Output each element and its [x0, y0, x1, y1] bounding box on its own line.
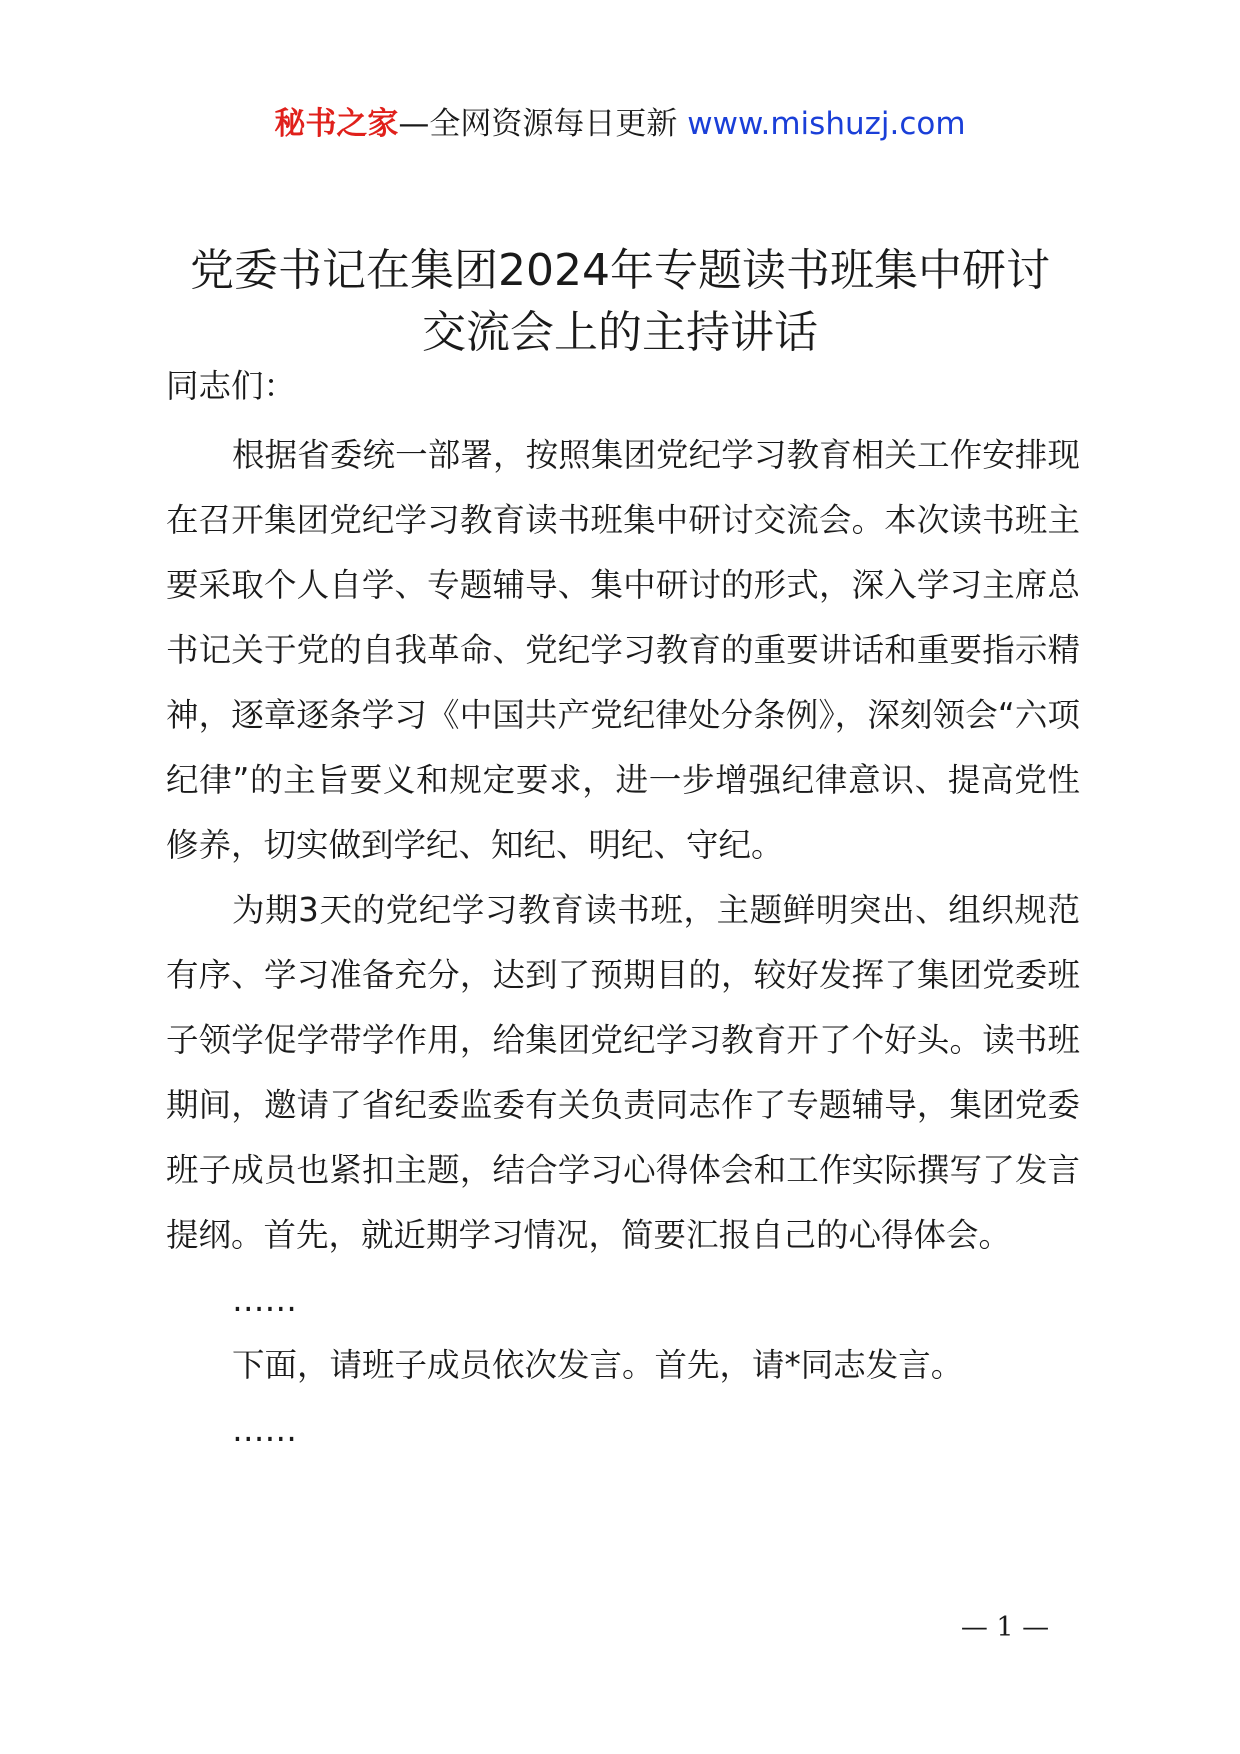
ellipsis-1: ……	[232, 1281, 297, 1319]
title-line-2: 交流会上的主持讲话	[422, 307, 818, 358]
document-title	[150, 240, 1090, 364]
site-banner	[0, 104, 1240, 144]
brand-name: 秘书之家	[274, 106, 399, 142]
paragraph-2: 为期3天的党纪学习教育读书班，主题鲜明突出、组织规范有序、学习准备充分，达到了预期目的，较好发挥了集团党委班子领学促学带学作用，给集团党纪学习教育开了个好头。读书班期间，邀请了省纪委监委有关负责同志作了专题辅导，集团党委班子成员也紧扣主题，结合学习心得体会和工作实际撰写了发言提纲。首先，就近期学习情况，简要汇报自己的心得体会。	[166, 891, 1080, 1254]
site-url-link[interactable]: www.mishuzj.com	[687, 106, 966, 142]
paragraph-1: 根据省委统一部署，按照集团党纪学习教育相关工作安排现在召开集团党纪学习教育读书班集中研讨交流会。本次读书班主要采取个人自学、专题辅导、集中研讨的形式，深入学习主席总书记关于党的自我革命、党纪学习教育的重要讲话和重要指示精神，逐章逐条学习《中国共产党纪律处分条例》，深刻领会“六项纪律”的主旨要义和规定要求，进一步增强纪律意识、提高党性修养，切实做到学纪、知纪、明纪、守纪。	[166, 436, 1080, 864]
page-number: — 1 —	[960, 1612, 1050, 1643]
title-line-1: 党委书记在集团2024年专题读书班集中研讨	[190, 245, 1050, 296]
ellipsis-2: ……	[232, 1411, 297, 1449]
document-body	[166, 367, 1080, 1463]
site-slogan: —全网资源每日更新	[398, 106, 678, 142]
paragraph-3: 下面，请班子成员依次发言。首先，请*同志发言。	[232, 1346, 964, 1384]
salutation: 同志们：	[166, 367, 297, 405]
